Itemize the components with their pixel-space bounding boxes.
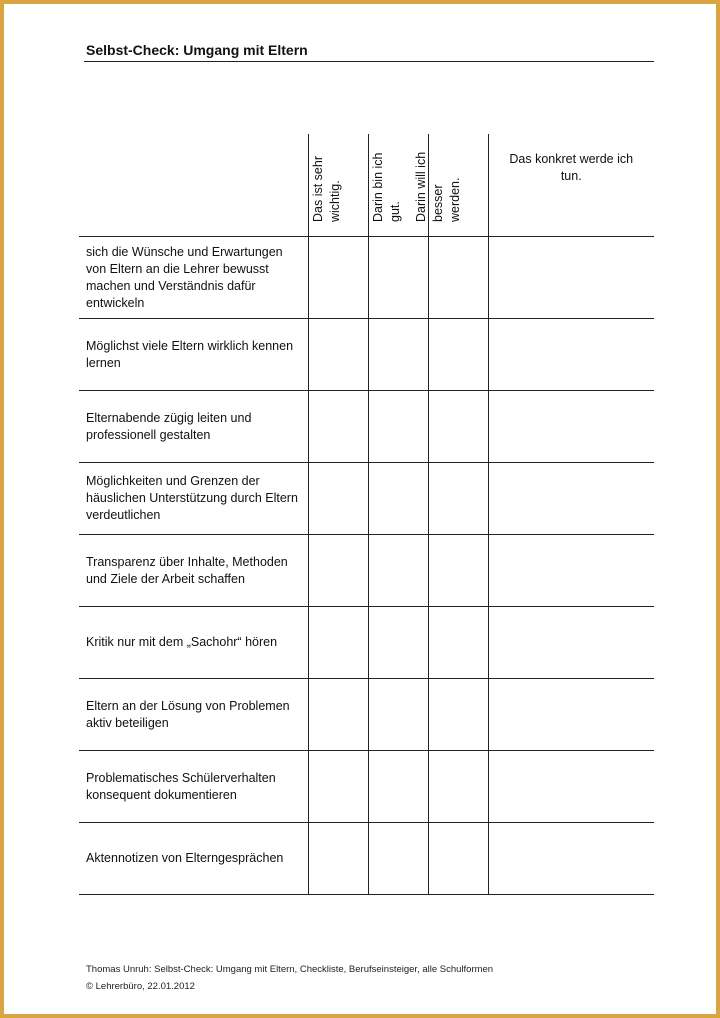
important-cell[interactable] — [308, 535, 368, 607]
concrete-action-cell[interactable] — [488, 535, 654, 607]
important-cell[interactable] — [308, 751, 368, 823]
header-blank-cell — [79, 134, 308, 237]
statement-cell: Möglichst viele Eltern wirklich kennen lernen — [79, 319, 308, 391]
table-row — [79, 237, 654, 319]
improve-cell[interactable] — [428, 679, 488, 751]
table-row — [79, 391, 654, 463]
header-concrete-action-label: Das konkret werde ich tun. — [509, 152, 634, 183]
statement-cell: Eltern an der Lösung von Problemen aktiv beteiligen — [79, 679, 308, 751]
improve-cell[interactable] — [428, 823, 488, 895]
table-row — [79, 751, 654, 823]
good-at-cell[interactable] — [368, 237, 428, 319]
important-cell[interactable] — [308, 319, 368, 391]
header-improve-label: Darin will ich besser werden. — [414, 151, 462, 222]
statement-cell: sich die Wünsche und Erwartungen von Eltern an die Lehrer bewusst machen und Verständnis dafür entwickeln — [79, 237, 308, 319]
concrete-action-cell[interactable] — [488, 823, 654, 895]
good-at-cell[interactable] — [368, 535, 428, 607]
statement-cell: Elternabende zügig leiten und professionell gestalten — [79, 391, 308, 463]
table-row — [79, 463, 654, 535]
statement-cell: Transparenz über Inhalte, Methoden und Ziele der Arbeit schaffen — [79, 535, 308, 607]
good-at-cell[interactable] — [368, 823, 428, 895]
header-improve — [414, 134, 488, 237]
improve-cell[interactable] — [428, 319, 488, 391]
footer-credit: Thomas Unruh: Selbst-Check: Umgang mit Eltern, Checkliste, Berufseinsteiger, alle Schulformen — [86, 964, 494, 975]
improve-cell[interactable] — [428, 535, 488, 607]
good-at-cell[interactable] — [368, 463, 428, 535]
improve-cell[interactable] — [428, 751, 488, 823]
table-row — [79, 823, 654, 895]
good-at-cell[interactable] — [368, 319, 428, 391]
good-at-cell[interactable] — [368, 391, 428, 463]
self-check-table — [79, 134, 654, 895]
good-at-cell[interactable] — [368, 751, 428, 823]
page-title: Selbst-Check: Umgang mit Eltern — [86, 42, 308, 58]
concrete-action-cell[interactable] — [488, 679, 654, 751]
title-rule — [84, 61, 654, 62]
concrete-action-cell[interactable] — [488, 319, 654, 391]
concrete-action-cell[interactable] — [488, 607, 654, 679]
header-good-at-label: Darin bin ich gut. — [371, 152, 402, 222]
table-row — [79, 679, 654, 751]
improve-cell[interactable] — [428, 463, 488, 535]
statement-cell: Kritik nur mit dem „Sachohr“ hören — [79, 607, 308, 679]
concrete-action-cell[interactable] — [488, 751, 654, 823]
improve-cell[interactable] — [428, 391, 488, 463]
header-row — [79, 134, 654, 237]
table-row — [79, 607, 654, 679]
concrete-action-cell[interactable] — [488, 463, 654, 535]
header-important-label: Das ist sehr wichtig. — [311, 156, 342, 222]
header-concrete-action — [488, 134, 654, 237]
important-cell[interactable] — [308, 391, 368, 463]
important-cell[interactable] — [308, 823, 368, 895]
good-at-cell[interactable] — [368, 679, 428, 751]
important-cell[interactable] — [308, 607, 368, 679]
statement-cell: Problematisches Schülerverhalten konsequent dokumentieren — [79, 751, 308, 823]
table-row — [79, 319, 654, 391]
important-cell[interactable] — [308, 463, 368, 535]
improve-cell[interactable] — [428, 607, 488, 679]
important-cell[interactable] — [308, 679, 368, 751]
important-cell[interactable] — [308, 237, 368, 319]
good-at-cell[interactable] — [368, 607, 428, 679]
statement-cell: Aktennotizen von Elterngesprächen — [79, 823, 308, 895]
concrete-action-cell[interactable] — [488, 391, 654, 463]
header-important — [308, 134, 368, 237]
footer-copyright: © Lehrerbüro, 22.01.2012 — [86, 981, 195, 992]
improve-cell[interactable] — [428, 237, 488, 319]
concrete-action-cell[interactable] — [488, 237, 654, 319]
statement-cell: Möglichkeiten und Grenzen der häuslichen Unterstützung durch Eltern verdeutlichen — [79, 463, 308, 535]
table-row — [79, 535, 654, 607]
